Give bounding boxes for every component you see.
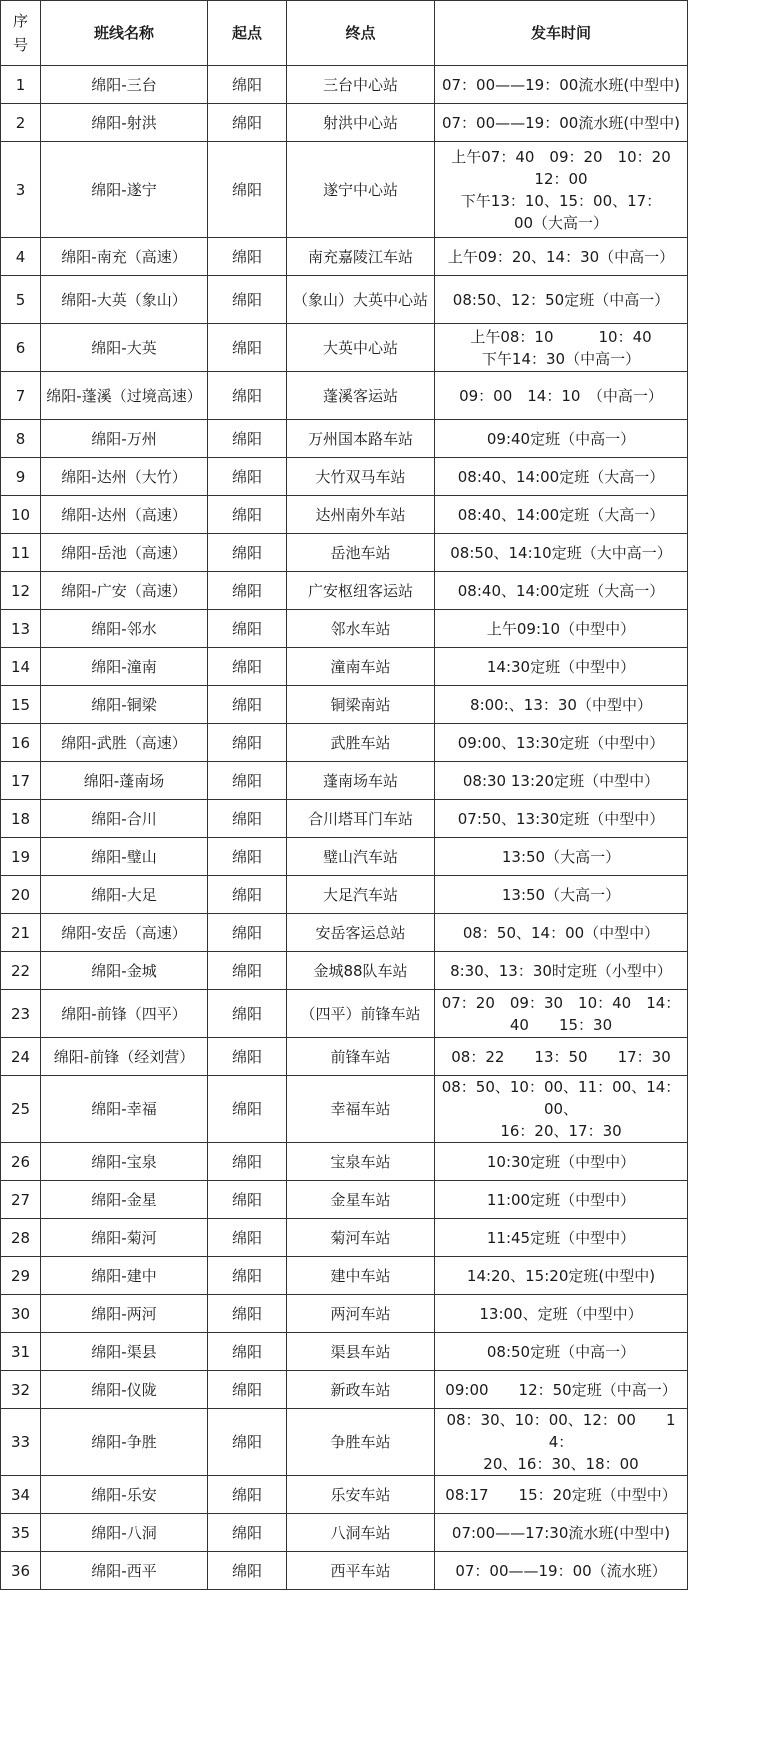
- table-row: [1, 372, 688, 420]
- cell-seq: 13: [1, 610, 41, 648]
- departure-time-line: 07:00——17:30流水班(中型中): [451, 1523, 671, 1542]
- table-row: [1, 648, 688, 686]
- cell-line-name: 绵阳-达州（大竹）: [41, 458, 208, 496]
- cell-departure-time: [435, 496, 688, 534]
- cell-destination: 前锋车站: [287, 1038, 435, 1076]
- cell-line-name: 绵阳-遂宁: [41, 142, 208, 238]
- departure-time-line: 08:30 13:20定班（中型中）: [462, 771, 660, 790]
- cell-seq: 15: [1, 686, 41, 724]
- departure-time-line: 8:00:、13：30（中型中）: [470, 695, 652, 714]
- departure-time-line: 07：20 09：30 10：40 14：: [441, 993, 681, 1012]
- cell-line-name: 绵阳-合川: [41, 800, 208, 838]
- cell-line-name: 绵阳-幸福: [41, 1076, 208, 1143]
- cell-departure-time: [435, 800, 688, 838]
- cell-departure-time: [435, 1295, 688, 1333]
- cell-origin: 绵阳: [208, 762, 287, 800]
- cell-line-name: 绵阳-仪陇: [41, 1371, 208, 1409]
- departure-time-line: 14:30定班（中型中）: [486, 657, 636, 676]
- cell-destination: 八洞车站: [287, 1514, 435, 1552]
- cell-departure-time: [435, 572, 688, 610]
- table-row: [1, 838, 688, 876]
- col-header-seq: 序号: [1, 1, 41, 66]
- departure-time-line: 08:40、14:00定班（大高一）: [457, 505, 665, 524]
- departure-time-line: 上午09:10（中型中）: [486, 619, 636, 638]
- cell-line-name: 绵阳-璧山: [41, 838, 208, 876]
- cell-line-name: 绵阳-安岳（高速）: [41, 914, 208, 952]
- cell-departure-time: [435, 372, 688, 420]
- cell-departure-time: [435, 1038, 688, 1076]
- col-header-time: 发车时间: [435, 1, 688, 66]
- cell-origin: 绵阳: [208, 1476, 287, 1514]
- cell-line-name: 绵阳-乐安: [41, 1476, 208, 1514]
- cell-seq: 25: [1, 1076, 41, 1143]
- cell-destination: 蓬南场车站: [287, 762, 435, 800]
- cell-origin: 绵阳: [208, 1038, 287, 1076]
- cell-line-name: 绵阳-邻水: [41, 610, 208, 648]
- cell-destination: 新政车站: [287, 1371, 435, 1409]
- table-row: [1, 952, 688, 990]
- cell-destination: 乐安车站: [287, 1476, 435, 1514]
- departure-time-line: 08:50、12：50定班（中高一）: [452, 290, 670, 309]
- cell-seq: 12: [1, 572, 41, 610]
- departure-time-line: 10:30定班（中型中）: [486, 1152, 636, 1171]
- cell-destination: 大足汽车站: [287, 876, 435, 914]
- cell-line-name: 绵阳-潼南: [41, 648, 208, 686]
- cell-origin: 绵阳: [208, 876, 287, 914]
- cell-departure-time: [435, 1219, 688, 1257]
- cell-seq: 20: [1, 876, 41, 914]
- cell-destination: 潼南车站: [287, 648, 435, 686]
- departure-time-line: 07：00——19：00（流水班）: [455, 1561, 667, 1580]
- cell-departure-time: [435, 420, 688, 458]
- col-header-origin: 起点: [208, 1, 287, 66]
- cell-destination: 金星车站: [287, 1181, 435, 1219]
- table-row: [1, 1295, 688, 1333]
- cell-seq: 24: [1, 1038, 41, 1076]
- departure-time-line: 13:50（大高一）: [501, 885, 621, 904]
- cell-origin: 绵阳: [208, 496, 287, 534]
- departure-time-line: 08：50、14：00（中型中）: [462, 923, 660, 942]
- departure-time-line: 08:17 15：20定班（中型中）: [445, 1485, 677, 1504]
- cell-seq: 33: [1, 1409, 41, 1476]
- cell-destination: （四平）前锋车站: [287, 990, 435, 1038]
- cell-departure-time: [435, 276, 688, 324]
- departure-time-line: 上午07：40 09：20 10：20: [451, 147, 671, 166]
- cell-departure-time: [435, 238, 688, 276]
- table-row: [1, 496, 688, 534]
- table-row: [1, 610, 688, 648]
- cell-seq: 6: [1, 324, 41, 372]
- cell-seq: 11: [1, 534, 41, 572]
- cell-departure-time: [435, 914, 688, 952]
- cell-seq: 26: [1, 1143, 41, 1181]
- cell-destination: 三台中心站: [287, 66, 435, 104]
- cell-line-name: 绵阳-达州（高速）: [41, 496, 208, 534]
- departure-time-line: 13:00、定班（中型中）: [479, 1304, 643, 1323]
- cell-destination: 金城88队车站: [287, 952, 435, 990]
- departure-time-line: 12：00: [534, 169, 588, 188]
- cell-destination: 万州国本路车站: [287, 420, 435, 458]
- departure-time-line: 11:45定班（中型中）: [486, 1228, 636, 1247]
- departure-time-line: 下午13：10、15：00、17：: [460, 191, 662, 210]
- cell-line-name: 绵阳-两河: [41, 1295, 208, 1333]
- departure-time-line: 上午08：10 10：40: [470, 327, 652, 346]
- departure-time-line: 07：00——19：00流水班(中型中): [441, 113, 681, 132]
- departure-time-line: 08：50、10：00、11：00、14：00、: [441, 1078, 681, 1118]
- cell-departure-time: [435, 648, 688, 686]
- departure-time-line: 11:00定班（中型中）: [486, 1190, 636, 1209]
- cell-origin: 绵阳: [208, 1143, 287, 1181]
- cell-departure-time: [435, 762, 688, 800]
- cell-origin: 绵阳: [208, 990, 287, 1038]
- cell-destination: 邻水车站: [287, 610, 435, 648]
- cell-destination: 岳池车站: [287, 534, 435, 572]
- cell-departure-time: [435, 1409, 688, 1476]
- table-row: [1, 800, 688, 838]
- cell-origin: 绵阳: [208, 686, 287, 724]
- cell-origin: 绵阳: [208, 1181, 287, 1219]
- table-row: [1, 1076, 688, 1143]
- cell-origin: 绵阳: [208, 1219, 287, 1257]
- table-row: [1, 1409, 688, 1476]
- table-row: [1, 1552, 688, 1590]
- table-row: [1, 1514, 688, 1552]
- cell-origin: 绵阳: [208, 1371, 287, 1409]
- cell-origin: 绵阳: [208, 724, 287, 762]
- table-row: [1, 238, 688, 276]
- departure-time-line: 09:00 12：50定班（中高一）: [445, 1380, 677, 1399]
- cell-origin: 绵阳: [208, 1333, 287, 1371]
- col-header-dest: 终点: [287, 1, 435, 66]
- cell-seq: 7: [1, 372, 41, 420]
- cell-departure-time: [435, 1514, 688, 1552]
- cell-seq: 29: [1, 1257, 41, 1295]
- cell-seq: 1: [1, 66, 41, 104]
- cell-departure-time: [435, 686, 688, 724]
- cell-departure-time: [435, 324, 688, 372]
- departure-time-line: 08:40、14:00定班（大高一）: [457, 467, 665, 486]
- cell-origin: 绵阳: [208, 276, 287, 324]
- cell-destination: 达州南外车站: [287, 496, 435, 534]
- cell-seq: 8: [1, 420, 41, 458]
- cell-departure-time: [435, 458, 688, 496]
- cell-destination: 南充嘉陵江车站: [287, 238, 435, 276]
- cell-line-name: 绵阳-八洞: [41, 1514, 208, 1552]
- table-row: [1, 1476, 688, 1514]
- cell-origin: 绵阳: [208, 324, 287, 372]
- cell-line-name: 绵阳-大足: [41, 876, 208, 914]
- cell-destination: 蓬溪客运站: [287, 372, 435, 420]
- cell-origin: 绵阳: [208, 104, 287, 142]
- cell-line-name: 绵阳-建中: [41, 1257, 208, 1295]
- cell-departure-time: [435, 1257, 688, 1295]
- table-row: [1, 762, 688, 800]
- cell-departure-time: [435, 952, 688, 990]
- cell-seq: 3: [1, 142, 41, 238]
- cell-origin: 绵阳: [208, 66, 287, 104]
- table-row: [1, 66, 688, 104]
- cell-line-name: 绵阳-宝泉: [41, 1143, 208, 1181]
- departure-time-line: 40 15：30: [509, 1015, 613, 1034]
- cell-destination: 合川塔耳门车站: [287, 800, 435, 838]
- cell-origin: 绵阳: [208, 1514, 287, 1552]
- cell-destination: 争胜车站: [287, 1409, 435, 1476]
- cell-departure-time: [435, 1476, 688, 1514]
- cell-origin: 绵阳: [208, 800, 287, 838]
- departure-time-line: 14:20、15:20定班(中型中): [466, 1266, 656, 1285]
- table-row: [1, 420, 688, 458]
- table-row: [1, 534, 688, 572]
- cell-seq: 10: [1, 496, 41, 534]
- cell-line-name: 绵阳-前锋（四平）: [41, 990, 208, 1038]
- cell-origin: 绵阳: [208, 238, 287, 276]
- table-row: [1, 1181, 688, 1219]
- cell-seq: 30: [1, 1295, 41, 1333]
- cell-line-name: 绵阳-金星: [41, 1181, 208, 1219]
- cell-line-name: 绵阳-大英: [41, 324, 208, 372]
- cell-origin: 绵阳: [208, 142, 287, 238]
- cell-origin: 绵阳: [208, 838, 287, 876]
- cell-destination: 武胜车站: [287, 724, 435, 762]
- cell-seq: 14: [1, 648, 41, 686]
- cell-origin: 绵阳: [208, 952, 287, 990]
- cell-seq: 27: [1, 1181, 41, 1219]
- departure-time-line: 上午09：20、14：30（中高一）: [447, 247, 675, 266]
- cell-destination: 两河车站: [287, 1295, 435, 1333]
- cell-seq: 18: [1, 800, 41, 838]
- cell-origin: 绵阳: [208, 458, 287, 496]
- cell-destination: 西平车站: [287, 1552, 435, 1590]
- cell-departure-time: [435, 104, 688, 142]
- cell-destination: 射洪中心站: [287, 104, 435, 142]
- table-row: [1, 914, 688, 952]
- table-row: [1, 1219, 688, 1257]
- cell-origin: 绵阳: [208, 534, 287, 572]
- cell-origin: 绵阳: [208, 1552, 287, 1590]
- departure-time-line: 07：00——19：00流水班(中型中): [441, 75, 681, 94]
- cell-departure-time: [435, 142, 688, 238]
- cell-departure-time: [435, 1371, 688, 1409]
- table-row: [1, 686, 688, 724]
- cell-destination: 遂宁中心站: [287, 142, 435, 238]
- cell-departure-time: [435, 838, 688, 876]
- table-row: [1, 876, 688, 914]
- col-header-line: 班线名称: [41, 1, 208, 66]
- departure-time-line: 8:30、13：30时定班（小型中）: [450, 961, 672, 980]
- cell-line-name: 绵阳-铜梁: [41, 686, 208, 724]
- cell-line-name: 绵阳-射洪: [41, 104, 208, 142]
- table-row: [1, 1257, 688, 1295]
- cell-seq: 35: [1, 1514, 41, 1552]
- cell-departure-time: [435, 1076, 688, 1143]
- cell-line-name: 绵阳-前锋（经刘营）: [41, 1038, 208, 1076]
- cell-line-name: 绵阳-蓬溪（过境高速）: [41, 372, 208, 420]
- cell-destination: 璧山汽车站: [287, 838, 435, 876]
- cell-destination: 菊河车站: [287, 1219, 435, 1257]
- table-row: [1, 990, 688, 1038]
- cell-line-name: 绵阳-武胜（高速）: [41, 724, 208, 762]
- cell-destination: 铜梁南站: [287, 686, 435, 724]
- cell-line-name: 绵阳-西平: [41, 1552, 208, 1590]
- cell-line-name: 绵阳-争胜: [41, 1409, 208, 1476]
- departure-time-line: 下午14：30（中高一）: [481, 349, 641, 368]
- cell-seq: 28: [1, 1219, 41, 1257]
- table-header-row: [1, 1, 688, 66]
- cell-departure-time: [435, 876, 688, 914]
- table-row: [1, 458, 688, 496]
- departure-time-line: 09:00、13:30定班（中型中）: [457, 733, 665, 752]
- cell-destination: 安岳客运总站: [287, 914, 435, 952]
- cell-destination: 建中车站: [287, 1257, 435, 1295]
- cell-seq: 36: [1, 1552, 41, 1590]
- departure-time-line: 08：22 13：50 17：30: [451, 1047, 671, 1066]
- cell-line-name: 绵阳-南充（高速）: [41, 238, 208, 276]
- cell-line-name: 绵阳-岳池（高速）: [41, 534, 208, 572]
- cell-departure-time: [435, 1181, 688, 1219]
- table-row: [1, 324, 688, 372]
- cell-line-name: 绵阳-大英（象山）: [41, 276, 208, 324]
- cell-departure-time: [435, 534, 688, 572]
- departure-time-line: 08:50定班（中高一）: [486, 1342, 636, 1361]
- cell-line-name: 绵阳-万州: [41, 420, 208, 458]
- table-row: [1, 1038, 688, 1076]
- table-row: [1, 1333, 688, 1371]
- cell-line-name: 绵阳-菊河: [41, 1219, 208, 1257]
- cell-seq: 19: [1, 838, 41, 876]
- cell-origin: 绵阳: [208, 420, 287, 458]
- departure-time-line: 00（大高一）: [513, 213, 609, 232]
- departure-time-line: 07:50、13:30定班（中型中）: [457, 809, 665, 828]
- cell-line-name: 绵阳-蓬南场: [41, 762, 208, 800]
- cell-seq: 16: [1, 724, 41, 762]
- departure-time-line: 08：30、10：00、12：00 14：: [446, 1411, 676, 1451]
- cell-departure-time: [435, 66, 688, 104]
- cell-destination: 幸福车站: [287, 1076, 435, 1143]
- cell-destination: （象山）大英中心站: [287, 276, 435, 324]
- departure-time-line: 13:50（大高一）: [501, 847, 621, 866]
- departure-time-line: 09：00 14：10 （中高一）: [459, 386, 663, 405]
- table-row: [1, 724, 688, 762]
- cell-seq: 4: [1, 238, 41, 276]
- cell-line-name: 绵阳-渠县: [41, 1333, 208, 1371]
- departure-time-line: 08:50、14:10定班（大中高一）: [450, 543, 672, 562]
- cell-departure-time: [435, 1552, 688, 1590]
- cell-origin: 绵阳: [208, 1409, 287, 1476]
- cell-line-name: 绵阳-广安（高速）: [41, 572, 208, 610]
- cell-departure-time: [435, 990, 688, 1038]
- cell-seq: 22: [1, 952, 41, 990]
- table-row: [1, 142, 688, 238]
- cell-destination: 大英中心站: [287, 324, 435, 372]
- cell-seq: 32: [1, 1371, 41, 1409]
- departure-time-line: 08:40、14:00定班（大高一）: [457, 581, 665, 600]
- departure-time-line: 20、16：30、18：00: [483, 1455, 639, 1473]
- table-row: [1, 572, 688, 610]
- cell-seq: 34: [1, 1476, 41, 1514]
- cell-seq: 2: [1, 104, 41, 142]
- cell-origin: 绵阳: [208, 372, 287, 420]
- table-row: [1, 1143, 688, 1181]
- cell-departure-time: [435, 1333, 688, 1371]
- cell-line-name: 绵阳-金城: [41, 952, 208, 990]
- cell-origin: 绵阳: [208, 610, 287, 648]
- cell-seq: 5: [1, 276, 41, 324]
- cell-seq: 21: [1, 914, 41, 952]
- cell-destination: 广安枢纽客运站: [287, 572, 435, 610]
- cell-destination: 大竹双马车站: [287, 458, 435, 496]
- cell-origin: 绵阳: [208, 1295, 287, 1333]
- table-row: [1, 276, 688, 324]
- cell-origin: 绵阳: [208, 572, 287, 610]
- cell-departure-time: [435, 1143, 688, 1181]
- cell-origin: 绵阳: [208, 914, 287, 952]
- table-row: [1, 1371, 688, 1409]
- table-row: [1, 104, 688, 142]
- cell-destination: 渠县车站: [287, 1333, 435, 1371]
- cell-seq: 31: [1, 1333, 41, 1371]
- departure-time-line: 09:40定班（中高一）: [486, 429, 636, 448]
- cell-departure-time: [435, 724, 688, 762]
- cell-origin: 绵阳: [208, 1257, 287, 1295]
- cell-seq: 23: [1, 990, 41, 1038]
- cell-seq: 17: [1, 762, 41, 800]
- table-body: [1, 66, 688, 1590]
- cell-origin: 绵阳: [208, 1076, 287, 1143]
- cell-seq: 9: [1, 458, 41, 496]
- cell-departure-time: [435, 610, 688, 648]
- departure-time-line: 16：20、17：30: [500, 1122, 622, 1140]
- cell-origin: 绵阳: [208, 648, 287, 686]
- cell-destination: 宝泉车站: [287, 1143, 435, 1181]
- cell-line-name: 绵阳-三台: [41, 66, 208, 104]
